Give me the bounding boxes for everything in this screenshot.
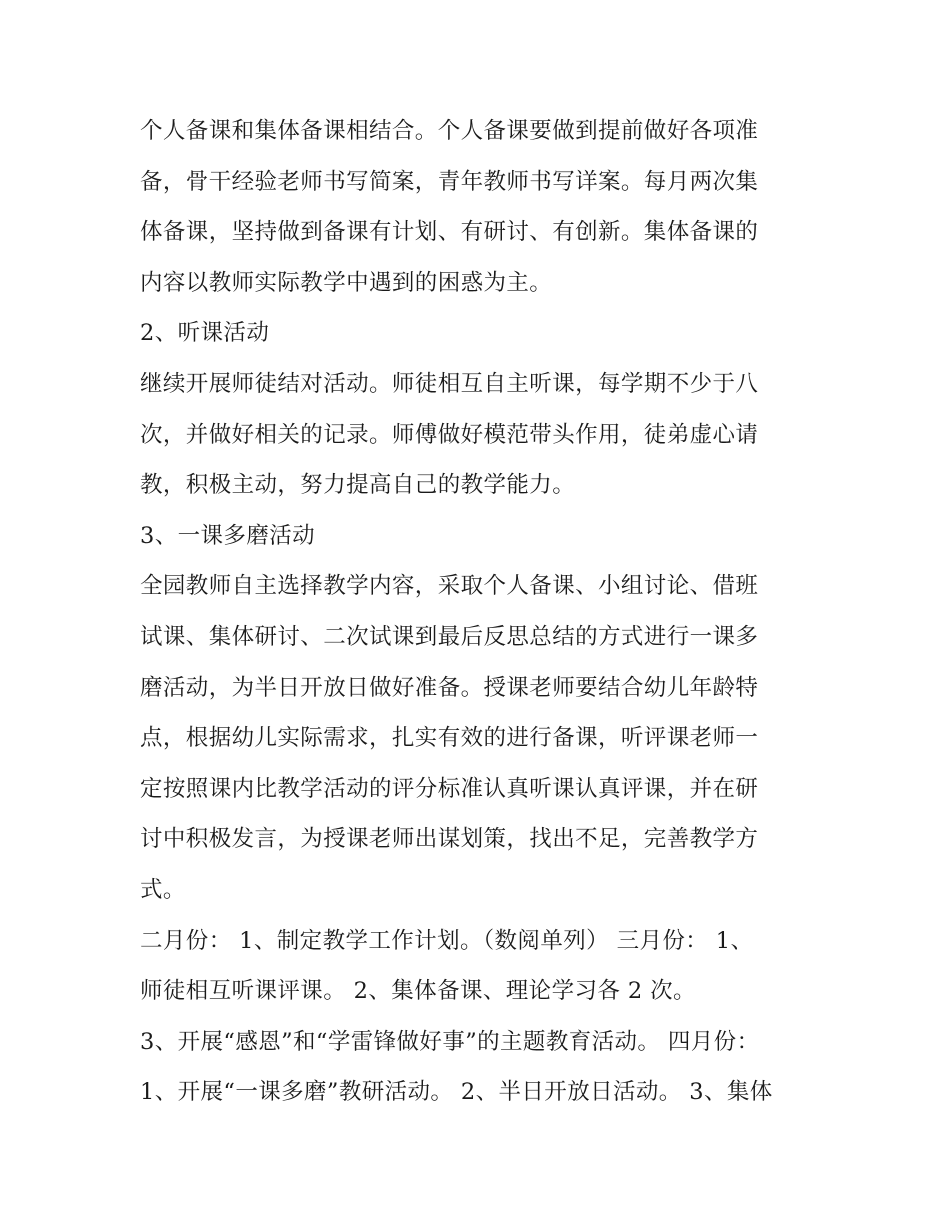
schedule-line: 1、开展“一课多磨”教研活动。 2、半日开放日活动。 3、集体 [140, 1079, 773, 1106]
schedule-line: 3、开展“感恩”和“学雷锋做好事”的主题教育活动。 四月份： [140, 1028, 760, 1055]
paragraph-line: 内容以教师实际教学中遇到的困惑为主。 [140, 269, 553, 296]
paragraph-line: 个人备课和集体备课相结合。个人备课要做到提前做好各项准 [140, 118, 759, 144]
paragraph-line: 定按照课内比教学活动的评分标准认真听课认真评课，并在研 [140, 775, 759, 802]
paragraph-line: 教，积极主动，努力提高自己的教学能力。 [140, 472, 576, 499]
schedule-line: 师徒相互听课评课。 2、集体备课、理论学习各 2 次。 [140, 978, 696, 1005]
paragraph-line: 讨中积极发言，为授课老师出谋划策，找出不足，完善教学方 [140, 826, 759, 853]
paragraph-line: 备，骨干经验老师书写简案，青年教师书写详案。每月两次集 [140, 168, 759, 195]
document-body [140, 106, 820, 1118]
paragraph-line: 式。 [140, 876, 186, 903]
paragraph-line: 次，并做好相关的记录。师傅做好模范带头作用，徒弟虚心请 [140, 421, 759, 448]
paragraph-line: 点，根据幼儿实际需求，扎实有效的进行备课，听评课老师一 [140, 725, 759, 752]
paragraph-line: 试课、集体研讨、二次试课到最后反思总结的方式进行一课多 [140, 623, 759, 650]
schedule-line: 二月份： 1、制定教学工作计划。（数阅单列） 三月份： 1、 [140, 927, 754, 954]
section-heading: 2、听课活动 [140, 320, 270, 347]
paragraph-line: 体备课，坚持做到备课有计划、有研讨、有创新。集体备课的 [140, 219, 759, 246]
section-heading: 3、一课多磨活动 [140, 522, 316, 549]
paragraph-line: 全园教师自主选择教学内容，采取个人备课、小组讨论、借班 [140, 573, 759, 600]
paragraph-line: 继续开展师徒结对活动。师徒相互自主听课，每学期不少于八 [140, 370, 759, 397]
paragraph-line: 磨活动，为半日开放日做好准备。授课老师要结合幼儿年龄特 [140, 674, 759, 701]
